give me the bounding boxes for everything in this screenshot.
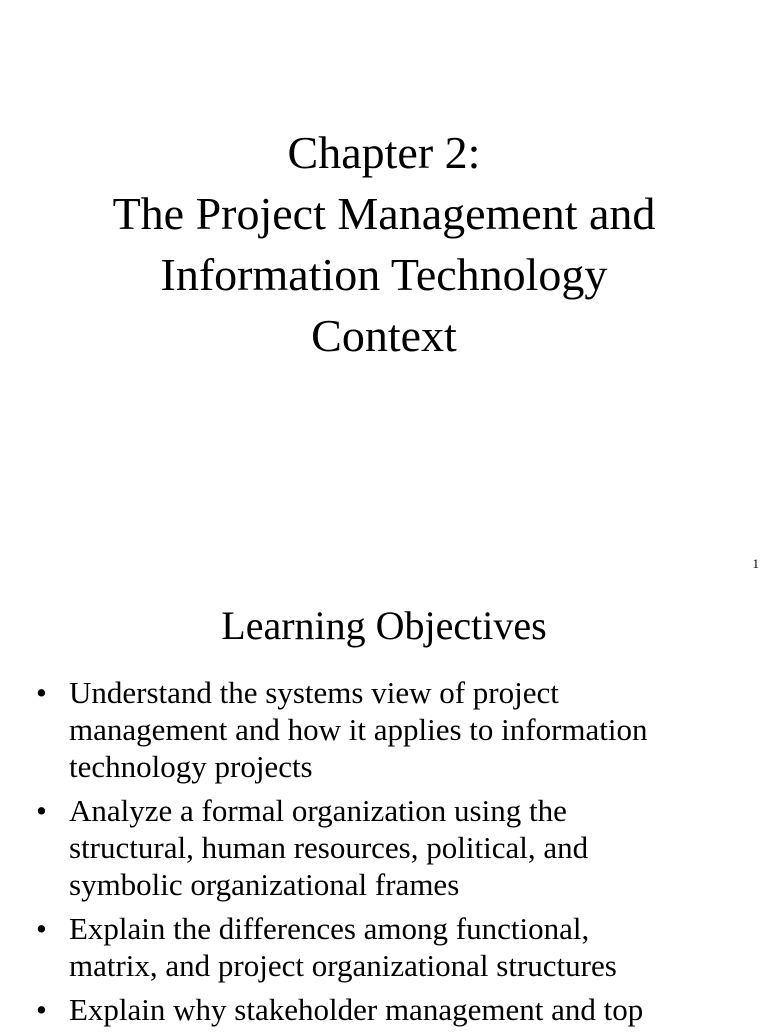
chapter-title (0, 122, 768, 366)
list-item (36, 792, 746, 903)
bullet-text-line: management and how it applies to information (69, 712, 648, 747)
bullet-text-line: Explain why stakeholder management and top (69, 992, 644, 1027)
bullet-text-line: structural, human resources, political, and (69, 830, 589, 865)
bullet-text-line: Explain the differences among functional, (69, 911, 590, 946)
bullet-icon: • (36, 793, 47, 828)
bullet-text-line: technology projects (69, 749, 313, 784)
bullet-text-line: Understand the systems view of project (69, 675, 559, 710)
list-item (36, 910, 746, 984)
list-item (36, 674, 746, 785)
list-item (36, 991, 746, 1028)
page-number: 1 (752, 556, 759, 571)
objectives-list (36, 674, 746, 1035)
bullet-icon: • (36, 992, 47, 1027)
title-line: The Project Management and (112, 188, 656, 239)
title-line: Context (311, 310, 457, 361)
bullet-text-line: Analyze a formal organization using the (69, 793, 567, 828)
bullet-icon: • (36, 911, 47, 946)
title-line: Information Technology (160, 249, 608, 300)
learning-objectives-slide (0, 580, 768, 1027)
slide-heading: Learning Objectives (221, 603, 547, 648)
title-line: Chapter 2: (287, 127, 481, 178)
bullet-icon: • (36, 675, 47, 710)
bullet-text-line: symbolic organizational frames (69, 867, 460, 902)
bullet-text-line: matrix, and project organizational structures (69, 948, 617, 983)
